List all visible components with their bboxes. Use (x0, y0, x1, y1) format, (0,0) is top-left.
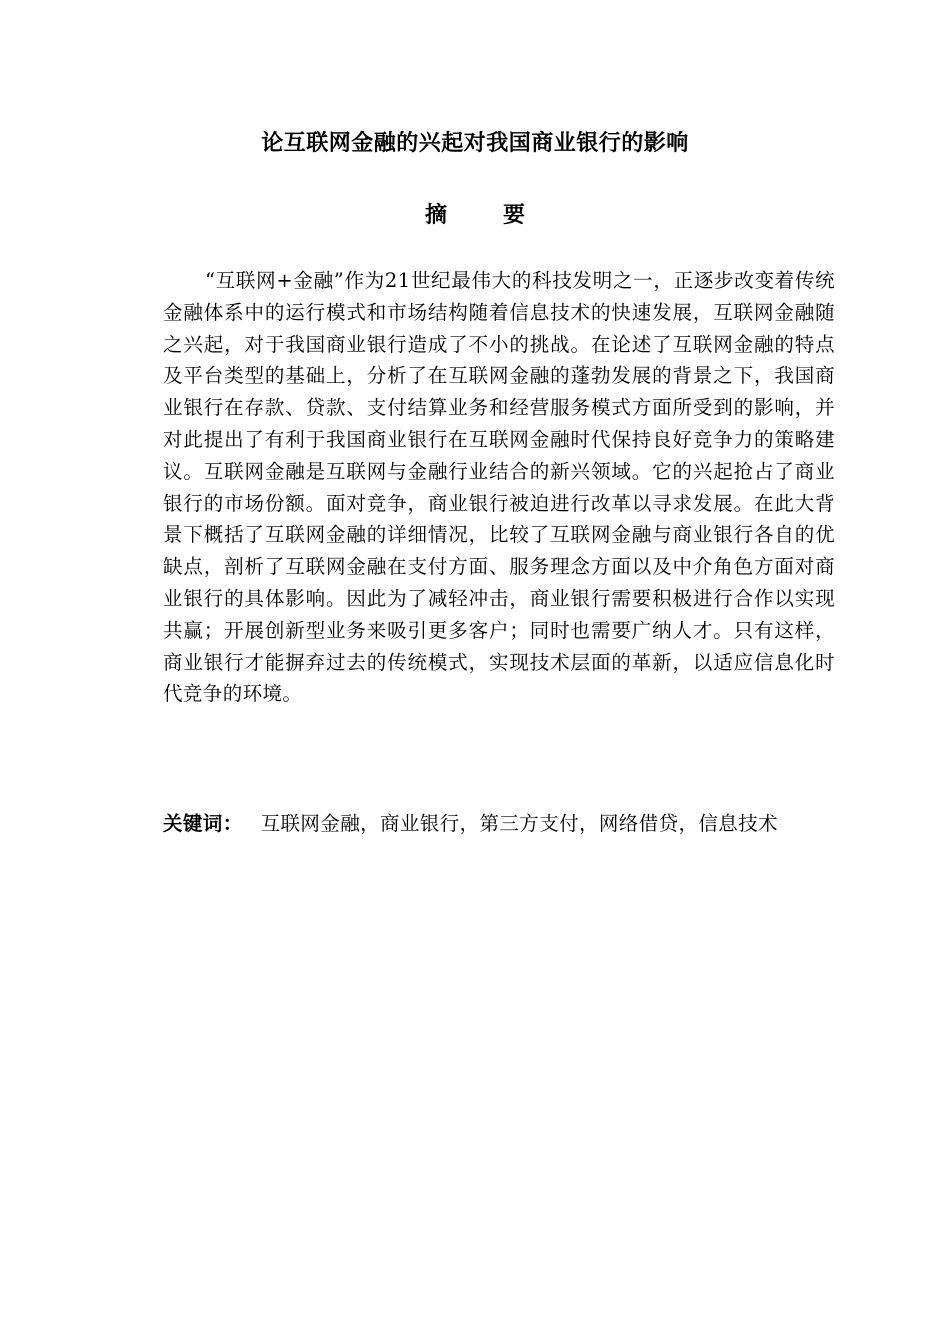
abstract-body: “互联网+金融”作为21世纪最伟大的科技发明之一，正逐步改变着传统金融体系中的运行模式和市场结构随着信息技术的快速发展，互联网金融随之兴起，对于我国商业银行造成了不小的挑战。在论述了互联网金融的特点及平台类型的基础上，分析了在互联网金融的蓬勃发展的背景之下，我国商业银行在存款、贷款、支付结算业务和经营服务模式方面所受到的影响，并对此提出了有利于我国商业银行在互联网金融时代保持良好竞争力的策略建议。互联网金融是互联网与金融行业结合的新兴领域。它的兴起抢占了商业银行的市场份额。面对竞争，商业银行被迫进行改革以寻求发展。在此大背景下概括了互联网金融的详细情况，比较了互联网金融与商业银行各自的优缺点，剖析了互联网金融在支付方面、服务理念方面以及中介角色方面对商业银行的具体影响。因此为了减轻冲击，商业银行需要积极进行合作以实现共赢；开展创新型业务来吸引更多客户；同时也需要广纳人才。只有这样，商业银行才能摒弃过去的传统模式，实现技术层面的革新，以适应信息化时代竞争的环境。 (163, 269, 835, 706)
document-title: 论互联网金融的兴起对我国商业银行的影响 (261, 131, 689, 156)
keywords-line (163, 808, 835, 840)
abstract-heading (0, 200, 950, 232)
abstract-heading-char-2: 要 (503, 203, 526, 228)
keywords-label: 关键词： (163, 812, 243, 835)
keywords-text: 互联网金融，商业银行，第三方支付，网络借贷，信息技术 (260, 812, 779, 835)
abstract-heading-char-1: 摘 (424, 203, 447, 228)
